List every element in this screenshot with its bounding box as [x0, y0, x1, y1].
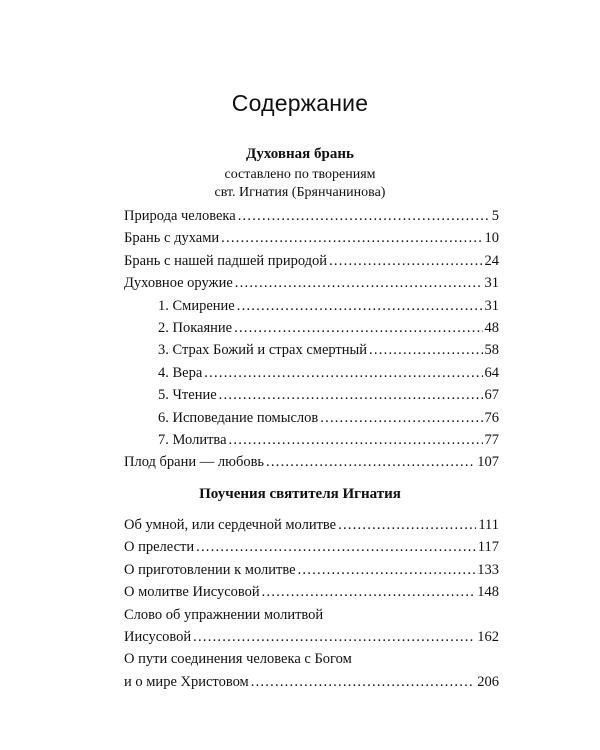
toc-part-1 [124, 205, 499, 474]
dot-leader [262, 581, 476, 603]
dot-leader [237, 295, 483, 317]
toc-entry-label: 1. Смирение [158, 297, 235, 314]
dot-leader [193, 626, 475, 648]
toc-entry-label: Духовное оружие [124, 275, 233, 292]
toc-entry-label: Плод брани — любовь [124, 454, 265, 471]
subtitle-line-1: составлено по творениям [224, 167, 376, 182]
toc-entry-label: и о мире Христовом [124, 673, 249, 690]
section-heading-teachings: Поучения святителя Игнатия [199, 486, 401, 502]
toc-entry-page: 64 [484, 364, 499, 381]
toc-entry-page: 148 [477, 584, 499, 601]
toc-entry-label: Природа человека [124, 208, 236, 224]
toc-entry-label: 6. Исповедание помыслов [158, 409, 319, 426]
toc-entry-label-line-1: О пути соединения человека с Богом [124, 651, 352, 668]
toc-entry-page: 162 [477, 628, 499, 645]
toc-entry-page: 107 [477, 454, 499, 471]
dot-leader [204, 362, 482, 384]
toc-part-2 [124, 514, 499, 693]
toc-subentry[interactable] [124, 317, 499, 339]
dot-leader [329, 250, 482, 272]
section-subtitle [0, 166, 600, 202]
toc-entry-page: 5 [491, 208, 499, 224]
toc-entry[interactable] [124, 272, 499, 294]
toc-subentry[interactable] [124, 362, 499, 384]
toc-entry-label: О прелести [124, 539, 195, 556]
dot-leader [338, 514, 476, 536]
toc-subentry[interactable] [124, 429, 499, 451]
toc-entry-page: 10 [484, 230, 499, 247]
toc-entry[interactable] [124, 671, 499, 693]
dot-leader [219, 384, 483, 406]
toc-entry[interactable] [124, 559, 499, 581]
toc-entry-label: Брань с нашей падшей природой [124, 252, 328, 269]
toc-entry-first-line[interactable] [124, 648, 499, 670]
toc-entry-label: 4. Вера [158, 364, 203, 381]
toc-entry[interactable] [124, 514, 499, 536]
section-heading-spiritual-warfare: Духовная брань [246, 146, 354, 162]
toc-subentry[interactable] [124, 384, 499, 406]
toc-entry-label: О молитве Иисусовой [124, 584, 260, 601]
toc-entry-page: 31 [484, 297, 499, 314]
toc-entry[interactable] [124, 227, 499, 249]
toc-entry[interactable] [124, 250, 499, 272]
toc-entry-label: 7. Молитва [158, 431, 227, 448]
toc-entry-page: 77 [484, 431, 499, 448]
toc-entry-label: Об умной, или сердечной молитве [124, 517, 337, 533]
toc-entry[interactable] [124, 581, 499, 603]
subtitle-line-2: свт. Игнатия (Брянчанинова) [214, 185, 386, 200]
toc-entry-label: Брань с духами [124, 230, 220, 247]
dot-leader [369, 339, 482, 361]
toc-entry-page: 206 [477, 673, 499, 690]
toc-subentry[interactable] [124, 295, 499, 317]
toc-entry[interactable] [124, 205, 499, 227]
dot-leader [235, 272, 483, 294]
toc-entry-label-line-1: Слово об упражнении молитвой [124, 606, 324, 623]
toc-entry-label: Иисусовой [124, 628, 192, 645]
dot-leader [266, 451, 475, 473]
dot-leader [320, 407, 482, 429]
dot-leader [196, 536, 476, 558]
dot-leader [238, 205, 490, 227]
toc-entry[interactable] [124, 451, 499, 473]
toc-entry-page: 67 [484, 387, 499, 404]
toc-entry-label: 5. Чтение [158, 387, 217, 404]
toc-entry[interactable] [124, 536, 499, 558]
toc-subentry[interactable] [124, 407, 499, 429]
toc-entry-page: 58 [484, 342, 499, 359]
toc-entry-page: 133 [477, 561, 499, 578]
toc-entry-page: 48 [484, 319, 499, 336]
toc-entry-label: О приготовлении к молитве [124, 561, 296, 578]
toc-entry-page: 24 [484, 252, 499, 269]
dot-leader [298, 559, 476, 581]
dot-leader [234, 317, 482, 339]
toc-entry-label: 2. Покаяние [158, 319, 233, 336]
toc-entry-page: 111 [478, 517, 499, 533]
toc-entry-page: 31 [484, 275, 499, 292]
toc-entry[interactable] [124, 626, 499, 648]
dot-leader [221, 227, 482, 249]
dot-leader [229, 429, 483, 451]
toc-entry-label: 3. Страх Божий и страх смертный [158, 342, 368, 359]
toc-subentry[interactable] [124, 339, 499, 361]
toc-entry-page: 76 [484, 409, 499, 426]
page-title: Содержание [231, 90, 369, 116]
toc-entry-page: 117 [477, 539, 499, 556]
toc-entry-first-line[interactable] [124, 604, 499, 626]
dot-leader [251, 671, 476, 693]
